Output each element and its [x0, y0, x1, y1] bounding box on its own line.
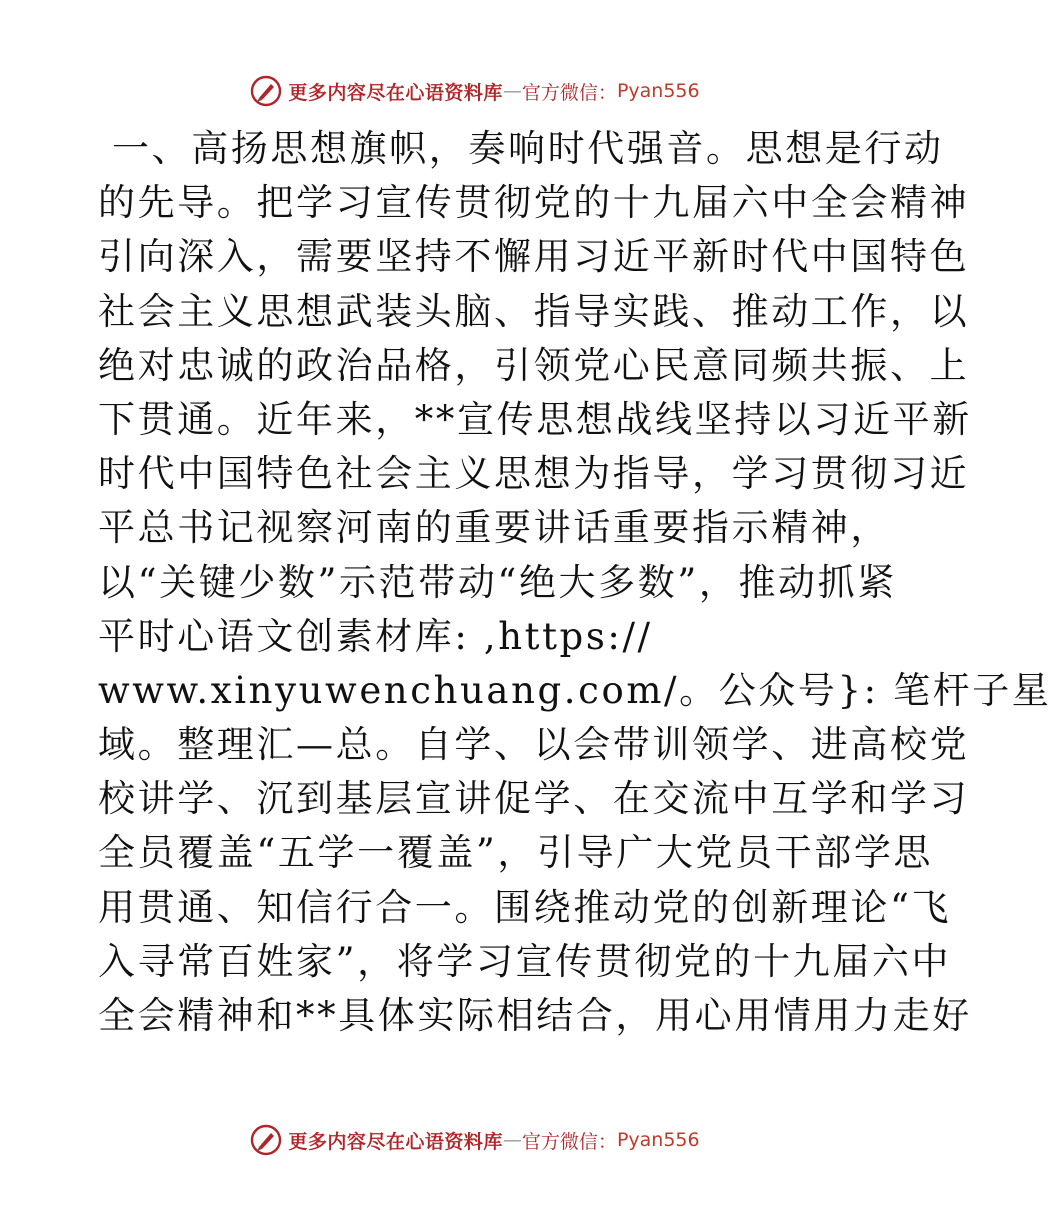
body-line: 校讲学、沉到基层宣讲促学、在交流中互学和学习 — [98, 777, 970, 821]
pen-logo-icon — [250, 1124, 282, 1156]
body-line: 平总书记视察河南的重要讲话重要指示精神， — [98, 506, 890, 550]
header-banner — [0, 71, 950, 111]
banner-wechat-label: 官方微信： — [521, 1130, 617, 1153]
banner-wechat-id: Pyan556 — [616, 1129, 700, 1151]
body-line: www.xinyuwenchuang.com/。公众号}: 笔杆子星 — [98, 668, 1051, 712]
body-line: 以“关键少数”示范带动“绝大多数”，推动抓紧 — [98, 560, 897, 604]
banner-title: 更多内容尽在心语资料库 — [288, 1130, 503, 1153]
banner-wechat-label: 官方微信： — [521, 81, 617, 104]
document-body — [98, 122, 1051, 1043]
body-line: 引向深入，需要坚持不懈用习近平新时代中国特色 — [98, 235, 970, 279]
body-line: 时代中国特色社会主义思想为指导，学习贯彻习近 — [98, 452, 970, 496]
body-line: 绝对忠诚的政治品格，引领党心民意同频共振、上 — [98, 343, 970, 387]
body-line: 平时心语文创素材库: ,https:// — [98, 614, 653, 658]
body-line: 用贯通、知信行合一。围绕推动党的创新理论“飞 — [98, 885, 952, 929]
body-line: 一、高扬思想旗帜，奏响时代强音。思想是行动 — [112, 127, 944, 170]
body-line: 下贯通。近年来，**宣传思想战线坚持以习近平新 — [98, 397, 972, 441]
body-line: 社会主义思想武装头脑、指导实践、推动工作，以 — [98, 289, 970, 333]
body-line: 域。整理汇—总。自学、以会带训领学、进高校党 — [98, 723, 970, 767]
body-line: 全会精神和**具体实际相结合，用心用情用力走好 — [98, 994, 972, 1037]
banner-separator: — — [502, 80, 522, 102]
banner-separator: — — [502, 1129, 522, 1151]
pen-logo-icon — [250, 75, 282, 107]
banner-title: 更多内容尽在心语资料库 — [288, 81, 503, 104]
body-line: 的先导。把学习宣传贯彻党的十九届六中全会精神 — [98, 181, 970, 225]
body-line: 全员覆盖“五学一覆盖”，引导广大党员干部学思 — [98, 831, 934, 875]
body-line: 入寻常百姓家”，将学习宣传贯彻党的十九届六中 — [98, 939, 952, 983]
footer-banner — [0, 1120, 950, 1160]
banner-wechat-id: Pyan556 — [616, 80, 700, 102]
